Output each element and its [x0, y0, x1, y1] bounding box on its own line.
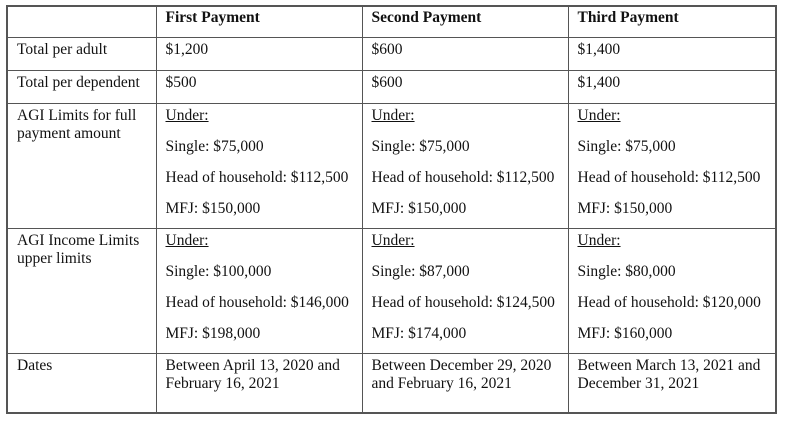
under-heading: Under: [577, 232, 621, 249]
table-row-per-dependent [7, 71, 776, 104]
cell-first-payment: Between April 13, 2020 and February 16, 2021 [156, 354, 362, 414]
cell-third-payment: $1,400 [568, 38, 776, 71]
single-limit: Single: $100,000 [165, 263, 272, 280]
row-label-text: AGI Income Limits upper limits [17, 232, 140, 267]
cell-second-payment: $600 [362, 71, 568, 104]
single-limit: Single: $75,000 [577, 138, 676, 155]
mfj-limit: MFJ: $198,000 [165, 325, 261, 342]
cell-first-payment [156, 229, 362, 354]
cell-second-payment: Between December 29, 2020 and February 16, 2021 [362, 354, 568, 414]
row-label [7, 229, 156, 354]
cell-second-payment: $600 [362, 38, 568, 71]
under-heading: Under: [371, 232, 415, 249]
header-third-payment: Third Payment [568, 6, 776, 38]
under-heading: Under: [165, 107, 209, 124]
hoh-limit: Head of household: $112,500 [371, 169, 555, 186]
mfj-limit: MFJ: $150,000 [371, 200, 467, 217]
row-label: Total per adult [7, 38, 156, 71]
cell-third-payment [568, 104, 776, 229]
single-limit: Single: $75,000 [371, 138, 470, 155]
hoh-limit: Head of household: $112,500 [577, 169, 761, 186]
mfj-limit: MFJ: $160,000 [577, 325, 673, 342]
table-row-dates [7, 354, 776, 414]
single-limit: Single: $87,000 [371, 263, 470, 280]
header-empty [7, 6, 156, 38]
mfj-limit: MFJ: $150,000 [577, 200, 673, 217]
cell-third-payment: $1,400 [568, 71, 776, 104]
single-limit: Single: $80,000 [577, 263, 676, 280]
mfj-limit: MFJ: $174,000 [371, 325, 467, 342]
table-row-per-adult [7, 38, 776, 71]
hoh-limit: Head of household: $120,000 [577, 294, 761, 311]
cell-first-payment: $1,200 [156, 38, 362, 71]
under-heading: Under: [371, 107, 415, 124]
under-heading: Under: [577, 107, 621, 124]
table-row-agi-upper-limits [7, 229, 776, 354]
header-row [7, 6, 776, 38]
hoh-limit: Head of household: $146,000 [165, 294, 349, 311]
header-first-payment: First Payment [156, 6, 362, 38]
single-limit: Single: $75,000 [165, 138, 264, 155]
cell-third-payment [568, 229, 776, 354]
header-second-payment: Second Payment [362, 6, 568, 38]
row-label: Total per dependent [7, 71, 156, 104]
cell-second-payment [362, 104, 568, 229]
mfj-limit: MFJ: $150,000 [165, 200, 261, 217]
hoh-limit: Head of household: $124,500 [371, 294, 555, 311]
row-label [7, 104, 156, 229]
row-label-text: AGI Limits for full payment amount [17, 107, 137, 142]
row-label: Dates [7, 354, 156, 414]
cell-first-payment: $500 [156, 71, 362, 104]
under-heading: Under: [165, 232, 209, 249]
hoh-limit: Head of household: $112,500 [165, 169, 349, 186]
cell-third-payment: Between March 13, 2021 and December 31, 2021 [568, 354, 776, 414]
cell-first-payment [156, 104, 362, 229]
table-row-agi-full-limits [7, 104, 776, 229]
cell-second-payment [362, 229, 568, 354]
stimulus-payments-table [6, 5, 777, 414]
